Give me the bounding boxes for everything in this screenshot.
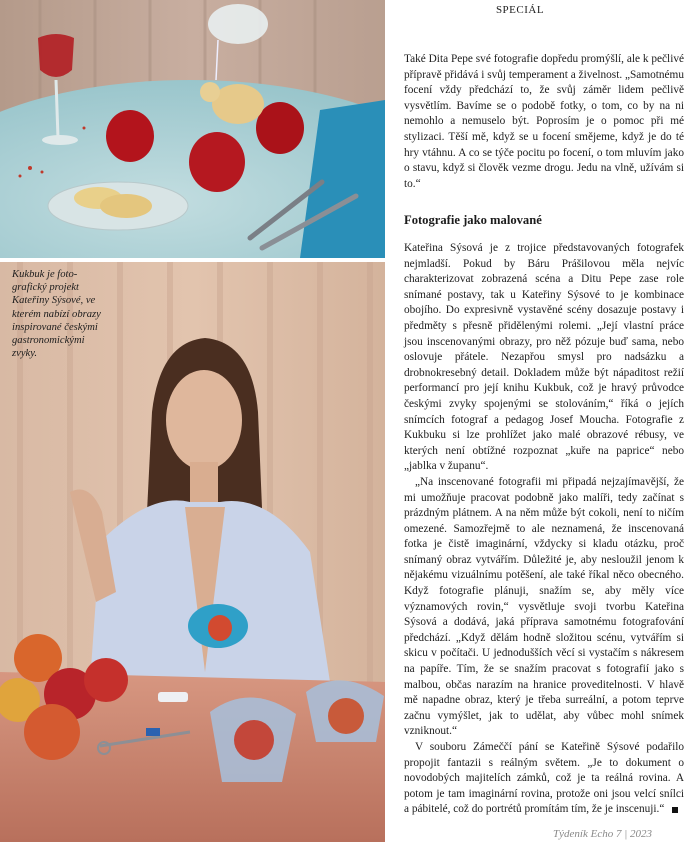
page-footer: Týdeník Echo 7 | 2023 [553, 828, 652, 840]
section-header: SPECIÁL [495, 4, 545, 16]
article-column-top [404, 52, 684, 192]
paragraph-text: V souboru Zámeččí pání se Kateřině Sýsové podařilo propojit fantazii s reálným světem. „Je to dokument o novodobých majitelích zámků, což je ta reálná rovina. A potom je tam imaginární rovina, protože oni jsou velcí snílci a pábitelé, což do portrétů promítám tím, že je inscenuji.“ [404, 741, 684, 816]
still-life-photo [0, 0, 385, 258]
end-of-article-mark [672, 807, 678, 813]
photo-caption: Kukbuk je foto-grafický projekt Kateřiny Sýsové, ve kterém nabízí obrazy inspirované českými gastronomickými zvyky. [12, 269, 101, 360]
paragraph-final [404, 740, 684, 818]
paragraph: Kateřina Sýsová je z trojice představovaných fotografek nejmladší. Pokud by Báru Prášilovou měla nejvíc charakterizovat zobrazená scéna a Ditu Pepe zase role snímané postavy, tak u Kateřiny Sýsové to je kombinace obojího. Do expresivně vystavěné scény dosazuje postavy i předměty s přesně přidělenými rolemi. „Její vlastní práce jsou inscenovanými obrazy, pro něž pózuje buď sama, nebo oslovuje přátele. Nezapřou smysl pro nadsázku a drobnokresebný detail. Dokladem může být nápaditost režií performancí pro její knihu Kukbuk, což je hravý průvodce českými zvyky spojenými se stolováním,“ říká o jejích snímcích fotograf a pedagog Josef Moucha. Fotografie z Kukbuku si lze prohlížet jako malé obrazové rébusy, ve kterých není obtížné rozpoznat „kuře na paprice“ nebo „jablka v županu“. [404, 242, 684, 473]
section-subheading: Fotografie jako malované [404, 213, 542, 227]
paragraph: Také Dita Pepe své fotografie dopředu promýšlí, ale k pečlivé přípravě přidává i svůj temperament a živelnost. „Samotnému focení vždy předchází to, že svůj záměr lidem pečlivě vysvětlím. Bavíme se o podobě fotky, o tom, co by na ni nemohlo a nemuselo být. Poprosím je o pomoc při mé stylizaci. Těší mě, když se u focení smějeme, když je do té hry vtáhnu. A co se týče pocitu po focení, o tom mluvím jako o stavu, když si člověk vezme drogu. Jedu na vlně, užívám si to.“ [404, 53, 684, 190]
paragraph: „Na inscenované fotografii mi připadá nejzajímavější, že mi umožňuje pracovat podobně jako malíři, tedy začínat s prázdným plátnem. A na něm může být cokoli, není to ničím omezené. Samozřejmě to ale neznamená, že inscenovaná fotka je čistě imaginární, vždycky si kladu otázku, proč snímaný obraz vytvářím. Důležité je, aby nesloužil jenom k nějakému vizuálnímu potěšení, ale také říkal něco obecného. Když fotografie plánuji, snažím se, aby měly více významových rovin,“ vysvětluje svoji tvorbu Kateřina Sýsová a dodává, jaká příprava samotnému fotografování předchází. „Když dělám hodně složitou scénu, vytvářím si skicu v počítači. U jednodušších věcí si vystačím s nákresem na papíře. Tím, že se snažím pracovat s fotografií jako s malbou, občas narazím na hranice proveditelnosti. V hlavě mě napadne obraz, který je třeba surreální, a potom teprve začnu vymýšlet, jak to udělat, aby vůbec mohl snímek vzniknout.“ [404, 475, 684, 738]
article-column-bottom [404, 241, 684, 818]
